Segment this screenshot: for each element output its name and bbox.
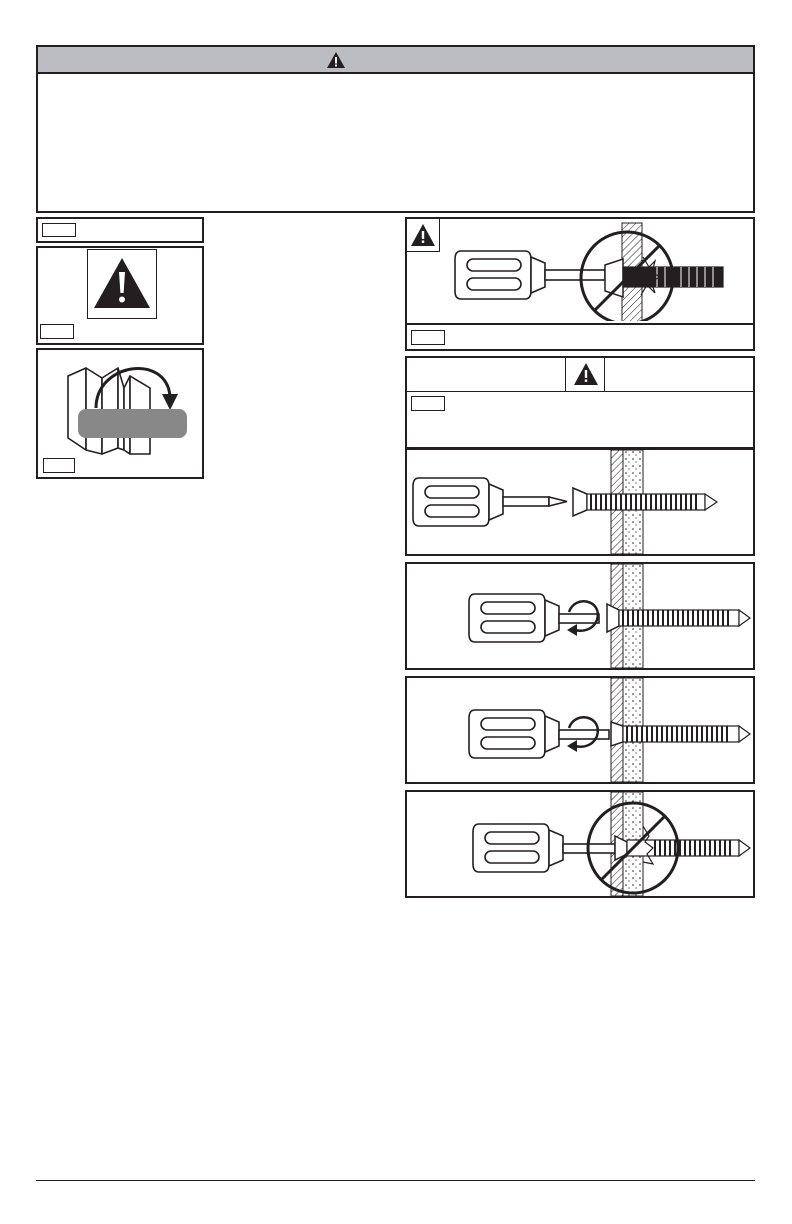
overdrive-caption-strip	[405, 323, 755, 351]
install-step-1-panel	[405, 448, 755, 556]
warning-sign-panel	[36, 246, 204, 345]
screw-icon	[573, 488, 717, 516]
installation-header-panel	[405, 356, 755, 449]
install-step-1-illustration	[407, 450, 753, 554]
install-step-3-illustration	[407, 678, 753, 782]
install-step-4-panel	[405, 790, 755, 898]
warning-box	[36, 45, 755, 213]
overdrive-warning-panel	[405, 217, 755, 325]
warning-triangle-icon	[92, 256, 152, 310]
corner-warning-frame	[407, 219, 440, 252]
caption-label-tag	[42, 223, 76, 237]
install-step-2-panel	[405, 562, 755, 670]
manual-badge	[78, 409, 187, 438]
screw-icon	[615, 836, 750, 860]
panel-label-tag	[411, 396, 445, 411]
panel-label-tag	[40, 324, 74, 339]
caption-label-tag	[411, 330, 445, 345]
booklet-pages-icon	[66, 358, 196, 458]
screwdriver-icon	[413, 478, 567, 526]
warning-triangle-icon	[326, 51, 346, 69]
install-step-4-illustration	[407, 792, 753, 896]
installation-warning-frame	[565, 358, 605, 391]
footer-rule	[36, 1180, 755, 1181]
manual-pages-panel	[36, 348, 204, 479]
install-step-3-panel	[405, 676, 755, 784]
panel-label-tag	[43, 458, 75, 473]
warning-triangle-icon	[410, 223, 436, 247]
install-step-2-illustration	[407, 564, 753, 668]
screw-icon	[611, 722, 750, 746]
warning-triangle-icon	[573, 362, 599, 386]
installation-header-divider	[407, 391, 753, 392]
warning-sign-frame	[87, 249, 157, 319]
screwdriver-icon	[473, 824, 615, 872]
caption-strip	[36, 217, 204, 243]
overdrive-illustration	[447, 221, 747, 321]
warning-header-bar	[38, 47, 753, 74]
